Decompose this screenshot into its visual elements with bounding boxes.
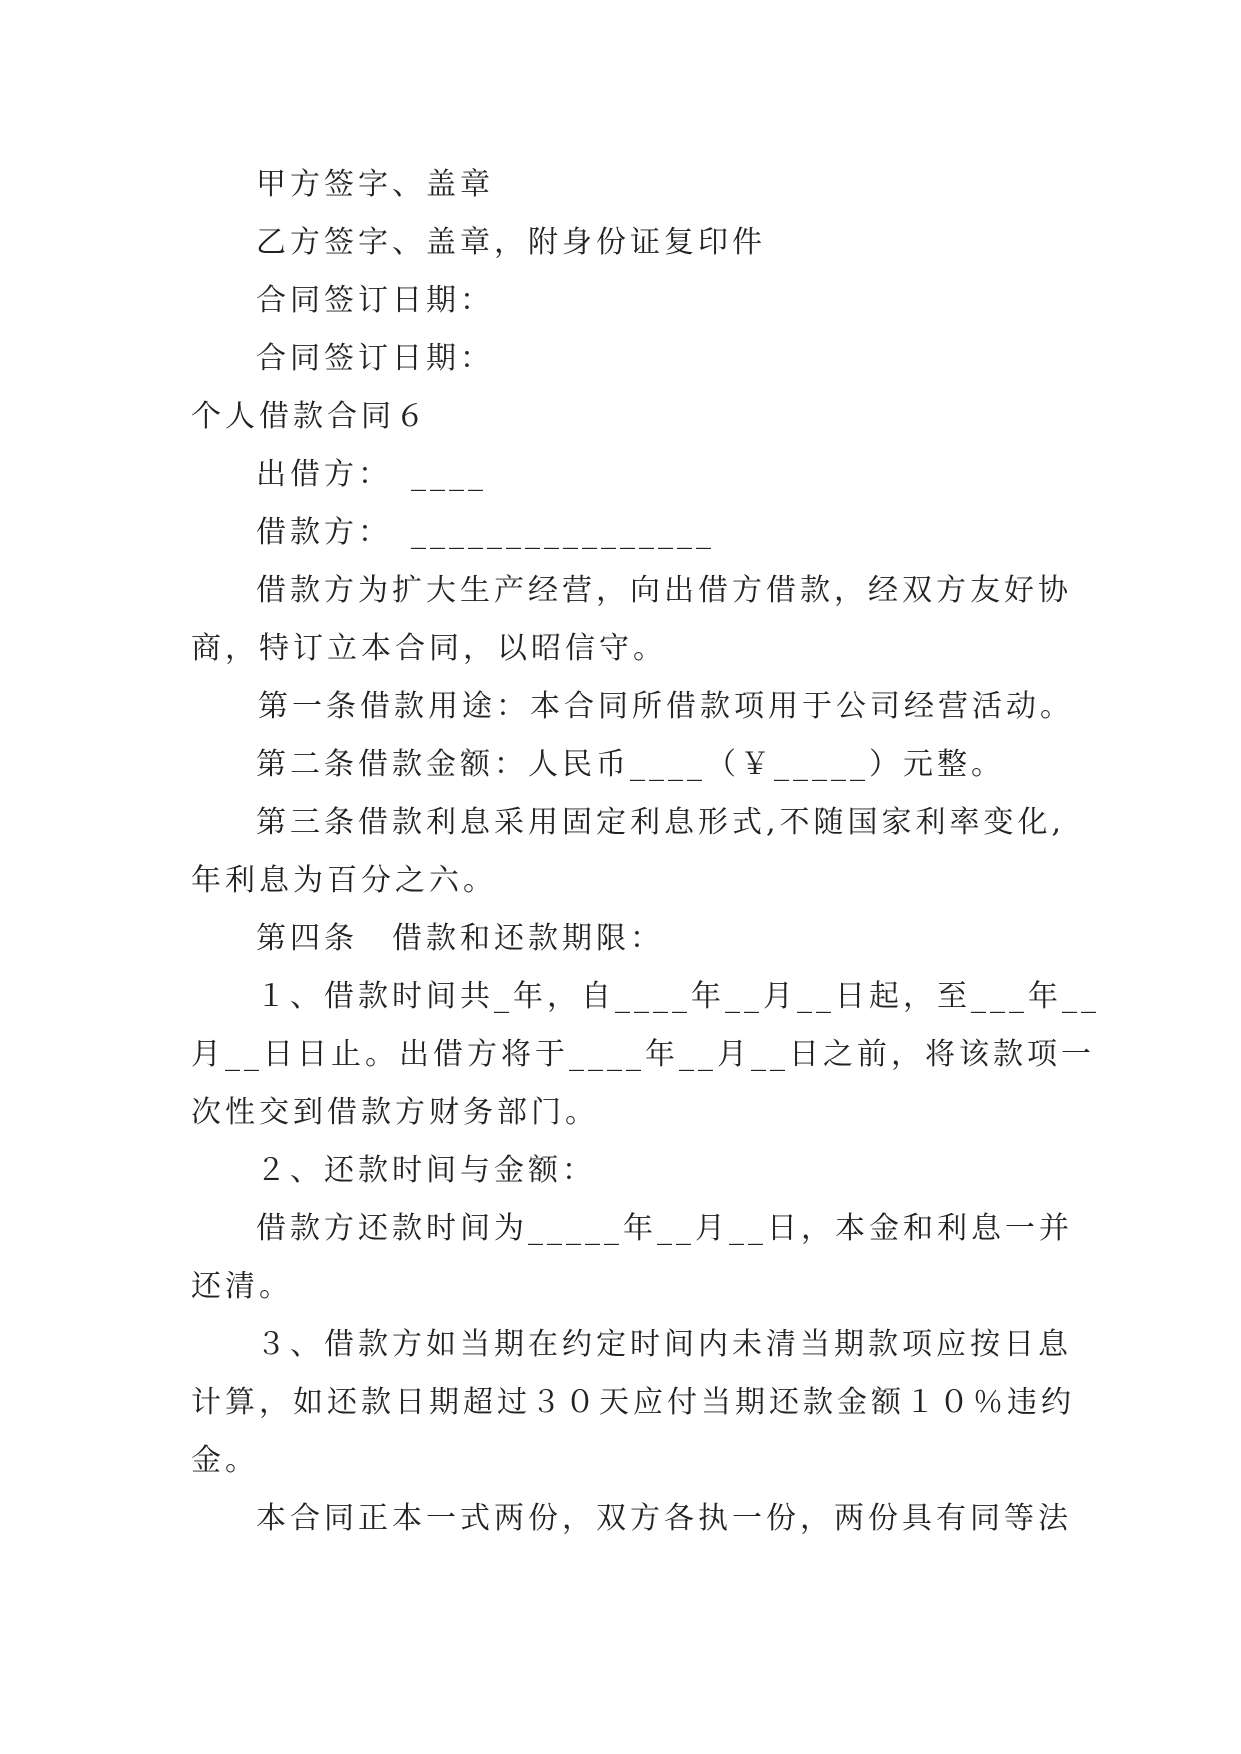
article-three-line: 第三条借款利息采用固定利息形式,不随国家利率变化, bbox=[256, 805, 1066, 840]
party-a-signature-line: 甲方签字、盖章 bbox=[256, 167, 494, 202]
body-paragraph-line: 借款方为扩大生产经营，向出借方借款，经双方友好协 bbox=[256, 573, 1072, 608]
lender-line: 出借方： ____ bbox=[256, 457, 487, 492]
term-clause-line: 次性交到借款方财务部门。 bbox=[191, 1095, 599, 1130]
section-heading: 个人借款合同６ bbox=[191, 399, 429, 434]
penalty-clause-line: 计算，如还款日期超过３０天应付当期还款金额１０％违约 bbox=[191, 1385, 1075, 1420]
article-two-line: 第二条借款金额：人民币____（￥_____）元整。 bbox=[256, 747, 1005, 782]
article-four-line: 第四条 借款和还款期限： bbox=[256, 921, 664, 956]
article-three-line: 年利息为百分之六。 bbox=[191, 863, 497, 898]
repayment-heading-line: ２、还款时间与金额： bbox=[256, 1153, 596, 1188]
contract-date-line: 合同签订日期： bbox=[256, 283, 494, 318]
penalty-clause-line: 金。 bbox=[191, 1443, 259, 1478]
copies-clause-line: 本合同正本一式两份，双方各执一份，两份具有同等法 bbox=[256, 1501, 1072, 1536]
penalty-clause-line: ３、借款方如当期在约定时间内未清当期款项应按日息 bbox=[256, 1327, 1072, 1362]
party-b-signature-line: 乙方签字、盖章，附身份证复印件 bbox=[256, 225, 766, 260]
body-paragraph-line: 商，特订立本合同，以昭信守。 bbox=[191, 631, 667, 666]
repayment-clause-line: 还清。 bbox=[191, 1269, 293, 1304]
term-clause-line: １、借款时间共_年，自____年__月__日起，至___年__ bbox=[256, 979, 1100, 1014]
term-clause-line: 月__日日止。出借方将于____年__月__日之前，将该款项一 bbox=[191, 1037, 1095, 1072]
repayment-clause-line: 借款方还款时间为_____年__月__日，本金和利息一并 bbox=[256, 1211, 1073, 1246]
article-one-line: 第一条借款用途：本合同所借款项用于公司经营活动。 bbox=[258, 689, 1074, 724]
contract-date-line: 合同签订日期： bbox=[256, 341, 494, 376]
borrower-line: 借款方： ________________ bbox=[256, 515, 715, 550]
